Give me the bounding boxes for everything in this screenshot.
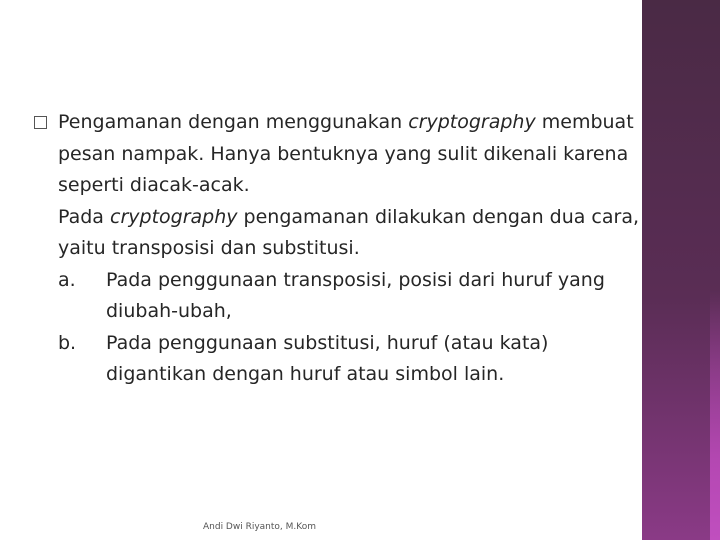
list-item-a: [34, 265, 714, 328]
paragraph2: [34, 202, 714, 265]
bullet-paragraph: [34, 107, 714, 202]
paragraph2-line1: [58, 202, 714, 234]
checkbox-bullet-icon: [34, 116, 47, 129]
paragraph2-line2: yaitu transposisi dan substitusi.: [58, 237, 360, 259]
slide-body: [34, 107, 714, 391]
list-item-line: digantikan dengan huruf atau simbol lain.: [106, 363, 505, 385]
list-item-line: diubah-ubah,: [106, 300, 232, 322]
text-segment: membuat: [535, 111, 634, 133]
list-item-line: Pada penggunaan substitusi, huruf (atau kata): [106, 331, 549, 354]
paragraph1-line1: [58, 107, 714, 139]
text-segment: pengamanan dilakukan dengan dua cara,: [237, 205, 640, 228]
paragraph1-line3: seperti diacak-acak.: [58, 174, 250, 196]
list-item-b: [34, 328, 714, 391]
list-marker: b.: [58, 331, 77, 354]
italic-term: cryptography: [408, 111, 536, 133]
italic-term: cryptography: [110, 205, 238, 228]
text-segment: Pada: [58, 205, 110, 228]
text-segment: Pengamanan dengan menggunakan: [58, 111, 409, 133]
paragraph1-line2: pesan nampak. Hanya bentuknya yang sulit dikenali karena: [58, 142, 629, 165]
footer-author: Andi Dwi Riyanto, M.Kom: [203, 522, 316, 532]
list-item-line: Pada penggunaan transposisi, posisi dari huruf yang: [106, 268, 605, 291]
list-marker: a.: [58, 268, 76, 291]
